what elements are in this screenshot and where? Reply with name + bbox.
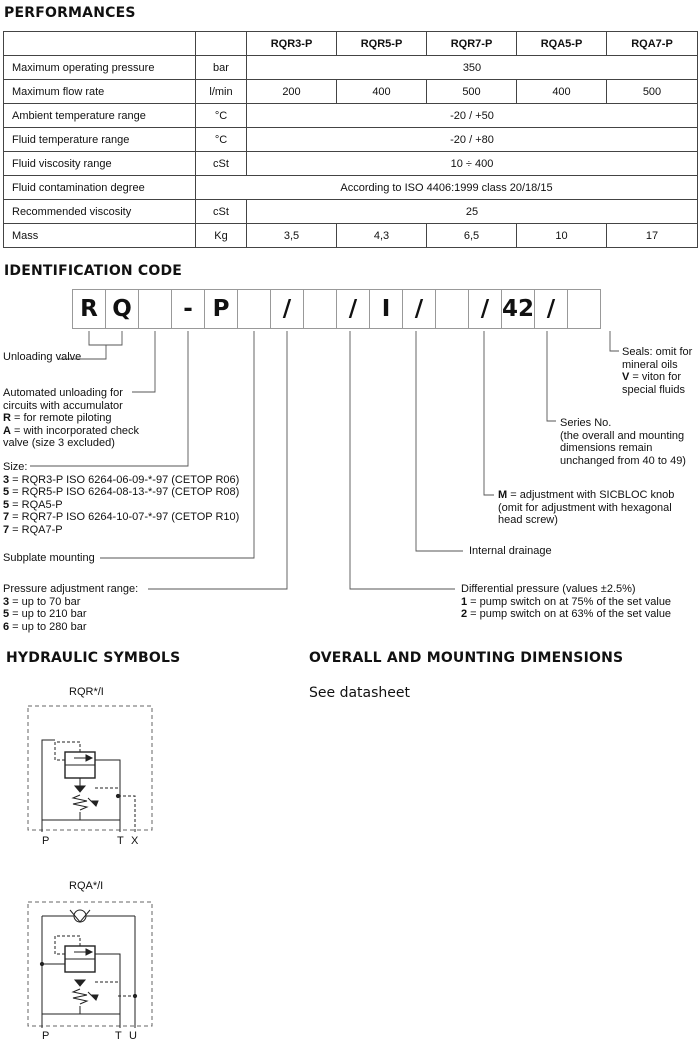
value-cell: 10 ÷ 400 [247,152,698,176]
value-cell: 17 [607,224,698,248]
unit-cell: bar [196,56,247,80]
performances-title: PERFORMANCES [4,5,136,21]
param-cell: Maximum operating pressure [4,56,196,80]
value-cell: 6,5 [427,224,517,248]
port-label: T [115,1030,122,1042]
unit-cell: cSt [196,200,247,224]
annotation-drainage: Internal drainage [469,545,552,557]
annotation-size: Size: 3 = RQR3-P ISO 6264-06-09-*-97 (CETOP R06) 5 = RQR5-P ISO 6264-08-13-*-97 (CETOP R08) 5 = RQA5-P 7 = RQR7-P ISO 6264-10-07-*-97 (CETOP R10) 7 = RQA7-P [3,461,240,536]
annotation-pressure: Pressure adjustment range: 3 = up to 70 bar 5 = up to 210 bar 6 = up to 280 bar [3,583,139,633]
annotation-series: Series No. (the overall and mounting dimensions remain unchanged from 40 to 49) [560,417,686,467]
code-box: / [402,289,436,329]
port-label: P [42,835,50,847]
annotation-automated: Automated unloading for circuits with accumulator R = for remote piloting A = with incorporated check valve (size 3 excluded) [3,387,140,450]
header-cell: RQR7-P [427,32,517,56]
port-label: P [42,1030,50,1042]
value-cell: 4,3 [337,224,427,248]
value-cell: -20 / +50 [247,104,698,128]
hydraulic-symbol-rqr [20,700,160,850]
unit-cell: °C [196,104,247,128]
unit-cell: Kg [196,224,247,248]
code-box: Q [105,289,139,329]
header-cell: RQR5-P [337,32,427,56]
value-cell: 10 [517,224,607,248]
port-label: T [117,835,124,847]
code-box: / [534,289,568,329]
value-cell: 500 [427,80,517,104]
value-cell: 200 [247,80,337,104]
annotation-adjustment: M = adjustment with SICBLOC knob (omit for adjustment with hexagonal head screw) [498,489,675,527]
value-cell: 400 [517,80,607,104]
unit-cell: cSt [196,152,247,176]
param-cell: Recommended viscosity [4,200,196,224]
param-cell: Maximum flow rate [4,80,196,104]
annotation-unloading: Unloading valve [3,351,82,363]
annotation-differential: Differential pressure (values ±2.5%) 1 = pump switch on at 75% of the set value 2 = pump switch on at 63% of the set value [461,583,672,621]
unit-cell: l/min [196,80,247,104]
unit-cell: °C [196,128,247,152]
param-cell: Fluid temperature range [4,128,196,152]
param-cell: Mass [4,224,196,248]
code-box: P [204,289,238,329]
symbol-label: RQA*/I [69,880,104,892]
param-cell: Fluid viscosity range [4,152,196,176]
dimensions-text: See datasheet [309,685,410,701]
code-box: R [72,289,106,329]
value-cell: 400 [337,80,427,104]
code-box: / [270,289,304,329]
value-cell: 350 [247,56,698,80]
code-box: I [369,289,403,329]
identification-title: IDENTIFICATION CODE [4,263,183,279]
code-box: / [468,289,502,329]
hydraulic-title: HYDRAULIC SYMBOLS [6,650,181,666]
value-cell: 500 [607,80,698,104]
value-cell: According to ISO 4406:1999 class 20/18/15 [196,176,698,200]
annotation-subplate: Subplate mounting [3,552,95,564]
value-cell: 25 [247,200,698,224]
code-box: - [171,289,205,329]
dimensions-title: OVERALL AND MOUNTING DIMENSIONS [309,650,624,666]
value-cell: -20 / +80 [247,128,698,152]
param-cell: Ambient temperature range [4,104,196,128]
value-cell: 3,5 [247,224,337,248]
header-cell: RQR3-P [247,32,337,56]
annotation-seals: Seals: omit for mineral oils V = viton for special fluids [622,346,693,396]
header-cell: RQA7-P [607,32,698,56]
port-label: U [129,1030,137,1042]
code-box: / [336,289,370,329]
param-cell: Fluid contamination degree [4,176,196,200]
symbol-label: RQR*/I [69,686,104,698]
hydraulic-symbol-rqa [20,896,160,1046]
port-label: X [131,835,139,847]
code-box: 42 [501,289,535,329]
header-cell: RQA5-P [517,32,607,56]
